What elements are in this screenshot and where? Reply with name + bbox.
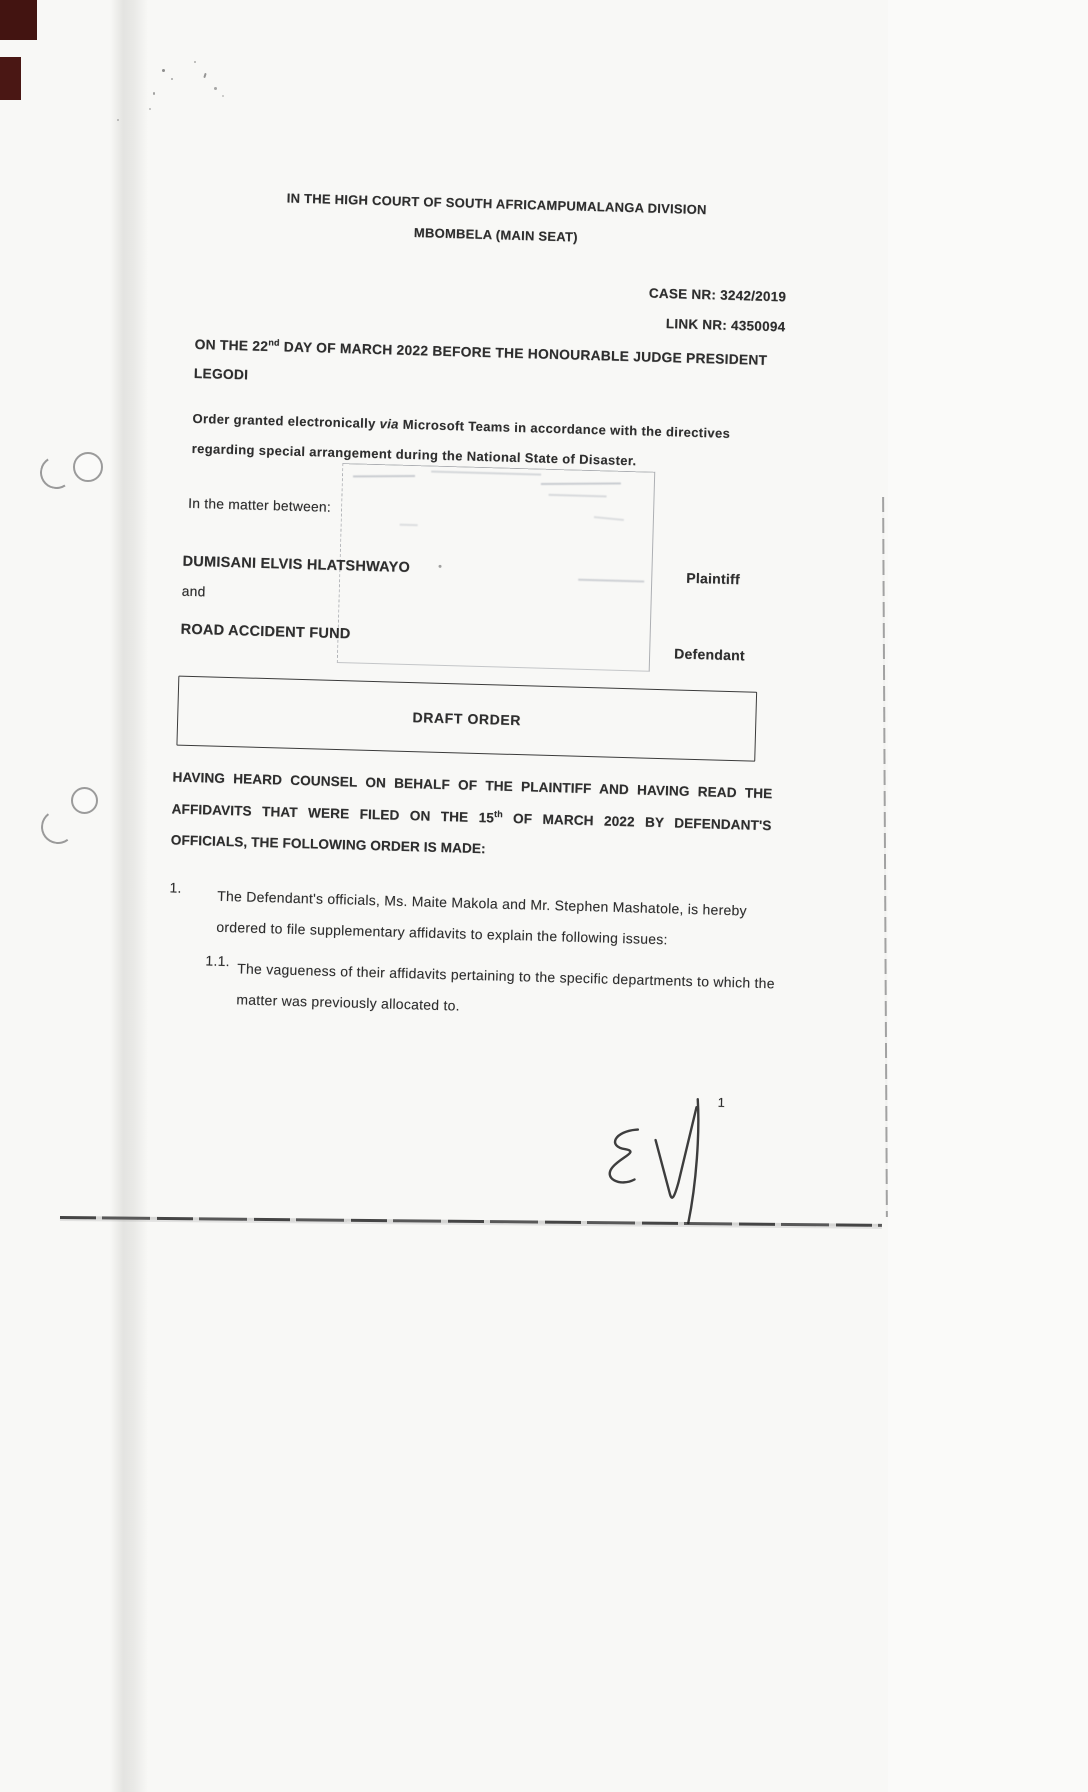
scan-corner-artifact-small [0,57,21,100]
ordinal-superscript: nd [268,337,280,348]
signature-scribble [610,1129,638,1183]
order-item-number: 1. [169,879,182,896]
case-reference-block [193,266,786,343]
plaintiff-name: DUMISANI ELVIS HLATSHWAYO [182,553,411,576]
court-heading-line2: MBOMBELA (MAIN SEAT) [413,224,578,245]
signature-check-stroke [654,1106,697,1198]
electronic-note-via: via [379,416,399,432]
defendant-name: ROAD ACCIDENT FUND [180,621,351,643]
page-number: 1 [717,1094,726,1110]
preamble-post: OF MARCH 2022 BY DEFENDANT'S OFFICIALS, THE FOLLOWING ORDER IS MADE: [170,810,772,857]
court-heading-line1: IN THE HIGH COURT OF SOUTH AFRICAMPUMALANGA DIVISION [286,190,707,218]
hearing-date-post: DAY OF MARCH 2022 BEFORE THE HONOURABLE JUDGE PRESIDENT LEGODI [193,339,768,383]
order-preamble [170,761,772,872]
court-heading [195,180,796,259]
draft-order-title-box [176,676,757,762]
electronic-note-post: Microsoft Teams in accordance with the directives regarding special arrangement during the National State of Disaster. [191,416,731,469]
ordinal-superscript: th [493,808,503,819]
plaintiff-role-label: Plaintiff [686,569,741,588]
hearing-date-pre: ON THE 22 [194,336,269,354]
handwritten-signature [593,1090,747,1232]
case-number: CASE NR: 3242/2019 [648,285,787,305]
draft-order-title: DRAFT ORDER [412,709,522,729]
link-number: LINK NR: 4350094 [665,316,786,335]
order-subitem-number: 1.1. [205,952,231,970]
defendant-role-label: Defendant [673,645,746,664]
scan-corner-artifact [0,0,37,40]
order-subitem-text: The vagueness of their affidavits pertaining to the specific departments to which the matter was previously allocated to. [236,960,775,1014]
hearing-date-line [193,330,808,405]
matter-between-label: In the matter between: [187,495,332,515]
electronic-note-pre: Order granted electronically [192,410,380,432]
court-order-document [26,150,903,1333]
order-item-text: The Defendant's officials, Ms. Maite Makola and Mr. Stephen Mashatole, is hereby ordered to file supplementary affidavits to explain the following issues: [216,887,748,948]
preamble-pre: HAVING HEARD COUNSEL ON BEHALF OF THE PLAINTIFF AND HAVING READ THE AFFIDAVITS THAT WERE FILED ON THE 15 [171,769,773,825]
scan-right-margin [888,0,1088,1792]
ink-speck [438,565,441,568]
parties-conjunction: and [181,583,206,600]
